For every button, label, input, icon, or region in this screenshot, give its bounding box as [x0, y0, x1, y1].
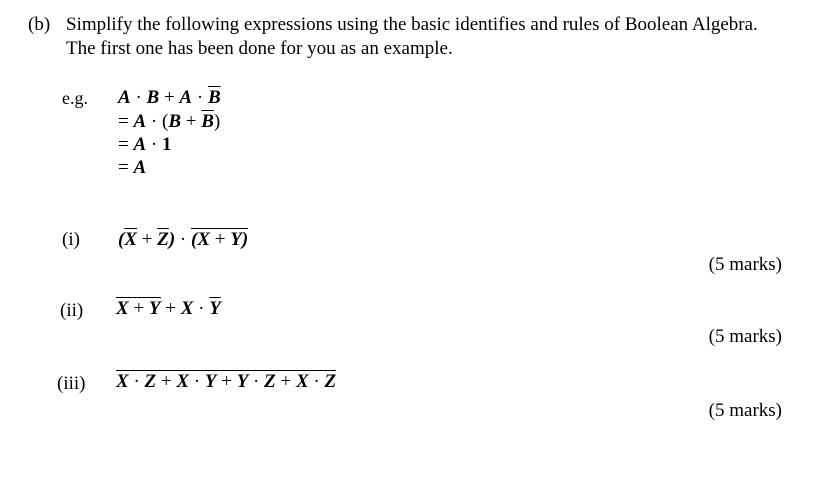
example-line-2: = $A \cdot (B + \overline{B})$	[118, 111, 221, 132]
example-line-4: = A	[118, 157, 147, 178]
part-iii-label: (iii)	[57, 373, 86, 394]
part-ii-expression: $X + \overline{Y} + X \cdot \overline{Y}$	[116, 298, 221, 319]
part-i-marks: (5 marks)	[708, 254, 782, 275]
part-ii-marks: (5 marks)	[708, 326, 782, 347]
question-text-line1: Simplify the following expressions using the basic identifies and rules of Boolean Algebra.	[66, 14, 758, 35]
example-line-1: $A \cdot B + A \cdot \overline{B}$	[118, 87, 221, 108]
part-ii-label: (ii)	[60, 300, 84, 321]
question-text-line2: The first one has been done for you as an example.	[66, 38, 453, 59]
question-label: (b)	[28, 14, 51, 35]
part-i-label: (i)	[62, 229, 80, 250]
example-line-3: = A · 1	[118, 134, 172, 155]
part-iii-marks: (5 marks)	[708, 400, 782, 421]
part-i-expression: $(\overline{X} + \overline{Z}) \cdot (X + Y)$	[118, 229, 249, 250]
example-label: e.g.	[62, 88, 88, 108]
part-iii-expression: $X \cdot Z + X \cdot Y + Y \cdot Z + \overline{X} \cdot Z$	[116, 371, 337, 392]
